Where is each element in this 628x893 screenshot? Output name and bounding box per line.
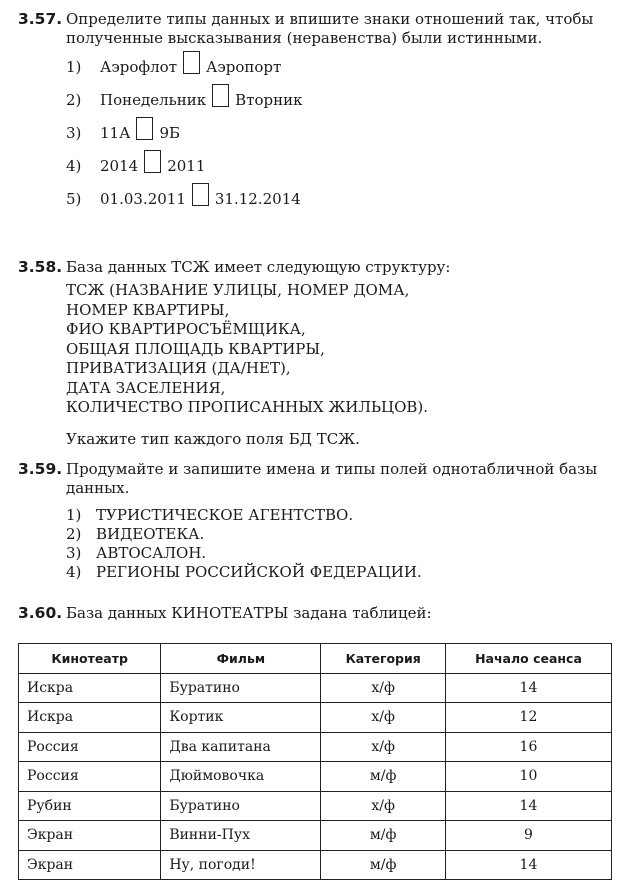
db-structure xyxy=(66,281,614,418)
item-index: 3) xyxy=(66,544,82,562)
cell-cinema: Россия xyxy=(19,762,161,792)
list-item xyxy=(66,506,614,525)
relation-list xyxy=(66,50,614,215)
cell-start: 16 xyxy=(445,732,611,762)
task-number: 3.57. xyxy=(18,10,63,28)
right-operand: Вторник xyxy=(235,90,303,109)
cell-category: х/ф xyxy=(321,791,446,821)
left-operand: Понедельник xyxy=(100,90,207,109)
left-operand: 01.03.2011 xyxy=(100,189,186,208)
item-label: ВИДЕОТЕКА. xyxy=(96,525,205,543)
cell-category: м/ф xyxy=(321,821,446,851)
structure-line: КОЛИЧЕСТВО ПРОПИСАННЫХ ЖИЛЬЦОВ). xyxy=(66,398,429,416)
cell-cinema: Экран xyxy=(19,850,161,880)
task-text: База данных КИНОТЕАТРЫ задана таблицей: xyxy=(66,604,432,622)
cell-category: х/ф xyxy=(321,732,446,762)
left-operand: 11А xyxy=(100,123,131,142)
table-row xyxy=(19,762,612,792)
column-header: Кинотеатр xyxy=(19,644,161,674)
column-header: Начало сеанса xyxy=(445,644,611,674)
cell-cinema: Россия xyxy=(19,732,161,762)
item-index: 2) xyxy=(66,525,82,543)
right-operand: 9Б xyxy=(159,123,181,142)
item-index: 1) xyxy=(66,506,82,524)
cell-cinema: Искра xyxy=(19,703,161,733)
task-number: 3.58. xyxy=(18,258,63,276)
answer-box[interactable] xyxy=(136,117,153,140)
database-list xyxy=(66,506,614,582)
item-index: 1) xyxy=(66,57,82,76)
task-number: 3.60. xyxy=(18,604,63,622)
structure-line: ДАТА ЗАСЕЛЕНИЯ, xyxy=(66,378,226,397)
cell-cinema: Рубин xyxy=(19,791,161,821)
list-item xyxy=(66,563,614,582)
task-text: Продумайте и запишите имена и типы полей однотабличной базы данных. xyxy=(66,460,598,497)
cell-category: м/ф xyxy=(321,762,446,792)
structure-line: ОБЩАЯ ПЛОЩАДЬ КВАРТИРЫ, xyxy=(66,339,325,358)
answer-box[interactable] xyxy=(183,51,200,74)
structure-line: НОМЕР КВАРТИРЫ, xyxy=(66,300,230,319)
item-index: 4) xyxy=(66,156,82,175)
task-3-58 xyxy=(18,258,614,448)
column-header: Фильм xyxy=(161,644,321,674)
table-row xyxy=(19,791,612,821)
table-row xyxy=(19,732,612,762)
cell-start: 14 xyxy=(445,850,611,880)
task-number: 3.59. xyxy=(18,460,63,478)
task-3-60 xyxy=(18,604,614,623)
cell-start: 14 xyxy=(445,791,611,821)
left-operand: Аэрофлот xyxy=(100,57,177,76)
cell-start: 10 xyxy=(445,762,611,792)
answer-box[interactable] xyxy=(192,183,209,206)
table-row xyxy=(19,703,612,733)
item-index: 4) xyxy=(66,563,82,581)
right-operand: 2011 xyxy=(167,156,206,175)
item-label: РЕГИОНЫ РОССИЙСКОЙ ФЕДЕРАЦИИ. xyxy=(96,563,422,581)
right-operand: Аэропорт xyxy=(206,57,282,76)
answer-box[interactable] xyxy=(212,84,229,107)
table-row xyxy=(19,821,612,851)
cell-start: 12 xyxy=(445,703,611,733)
left-operand: 2014 xyxy=(100,156,139,175)
relation-item xyxy=(66,116,614,149)
item-label: ТУРИСТИЧЕСКОЕ АГЕНТСТВО. xyxy=(96,506,354,524)
cell-film: Буратино xyxy=(161,673,321,703)
relation-item xyxy=(66,149,614,182)
relation-item xyxy=(66,83,614,116)
task-note: Укажите тип каждого поля БД ТСЖ. xyxy=(66,429,360,448)
cell-cinema: Экран xyxy=(19,821,161,851)
structure-line: ПРИВАТИЗАЦИЯ (ДА/НЕТ), xyxy=(66,359,291,377)
list-item xyxy=(66,544,614,563)
table-row xyxy=(19,673,612,703)
item-index: 5) xyxy=(66,189,82,208)
cell-category: х/ф xyxy=(321,703,446,733)
cinema-table xyxy=(18,643,612,880)
cell-film: Дюймовочка xyxy=(161,762,321,792)
item-label: АВТОСАЛОН. xyxy=(96,544,207,562)
structure-line: ФИО КВАРТИРОСЪЁМЩИКА, xyxy=(66,320,306,338)
table-row xyxy=(19,850,612,880)
cell-film: Два капитана xyxy=(161,732,321,762)
task-3-59 xyxy=(18,460,614,582)
relation-item xyxy=(66,182,614,215)
answer-box[interactable] xyxy=(144,150,161,173)
cell-film: Винни-Пух xyxy=(161,821,321,851)
item-index: 3) xyxy=(66,123,82,142)
item-index: 2) xyxy=(66,90,82,109)
cell-film: Кортик xyxy=(161,703,321,733)
cell-film: Ну, погоди! xyxy=(161,850,321,880)
cell-category: х/ф xyxy=(321,673,446,703)
cell-category: м/ф xyxy=(321,850,446,880)
column-header: Категория xyxy=(321,644,446,674)
table-header-row xyxy=(19,644,612,674)
cell-cinema: Искра xyxy=(19,673,161,703)
structure-line: ТСЖ (НАЗВАНИЕ УЛИЦЫ, НОМЕР ДОМА, xyxy=(66,281,410,299)
cell-start: 9 xyxy=(445,821,611,851)
relation-item xyxy=(66,50,614,83)
list-item xyxy=(66,525,614,544)
right-operand: 31.12.2014 xyxy=(214,189,301,208)
task-3-57 xyxy=(18,10,614,215)
task-text: Определите типы данных и впишите знаки отношений так, чтобы полученные высказывания (неравенства) были истинными. xyxy=(66,10,594,47)
task-text: База данных ТСЖ имеет следующую структуру: xyxy=(66,258,451,276)
cell-film: Буратино xyxy=(161,791,321,821)
cell-start: 14 xyxy=(445,673,611,703)
